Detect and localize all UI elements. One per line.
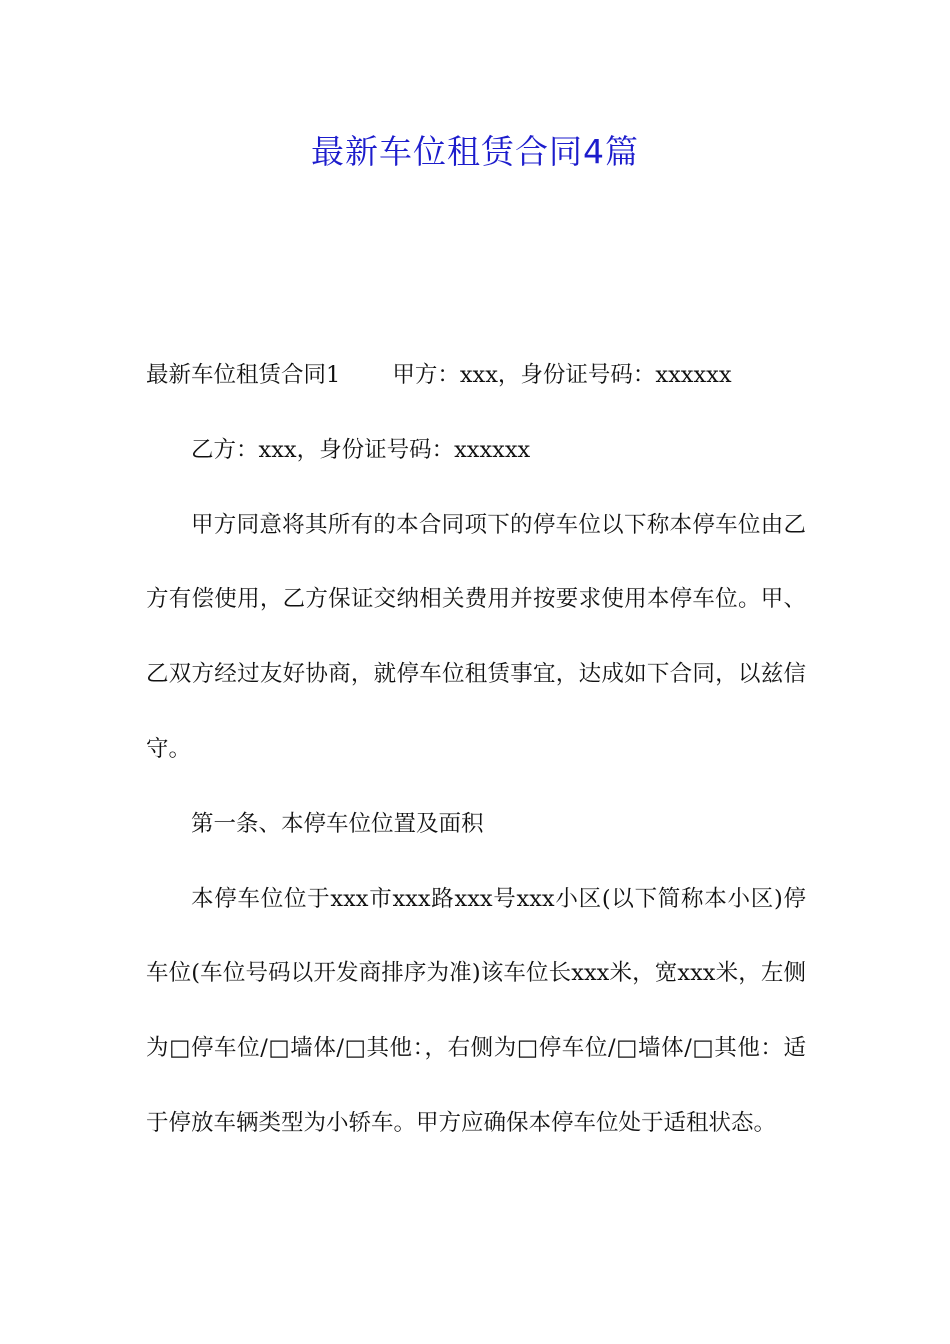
article-heading: 第一条、本停车位位置及面积 [191,810,484,837]
document-body [146,338,806,1161]
party-b-paragraph: 乙方：xxx，身份证号码：xxxxxx [191,436,531,463]
party-a-line: 甲方：xxx，身份证号码：xxxxxx [392,362,732,388]
document-title: 最新车位租赁合同4篇 [311,132,639,171]
location-paragraph: 本停车位位于xxx市xxx路xxx号xxx小区(以下简称本小区)停车位(车位号码以开发商排序为准)该车位长xxx米，宽xxx米，左侧为□停车位/□墙体/□其他：，右侧为□停车位/□墙体/□其他：适于停放车辆类型为小轿车。甲方应确保本停车位处于适租状态。 [146,885,806,1136]
agreement-paragraph: 甲方同意将其所有的本合同项下的停车位以下称本停车位由乙方有偿使用，乙方保证交纳相关费用并按要求使用本停车位。甲、乙双方经过友好协商，就停车位租赁事宜，达成如下合同，以兹信守。 [146,511,806,762]
contract-label: 最新车位租赁合同1 [146,362,341,388]
heading-line [146,338,806,413]
